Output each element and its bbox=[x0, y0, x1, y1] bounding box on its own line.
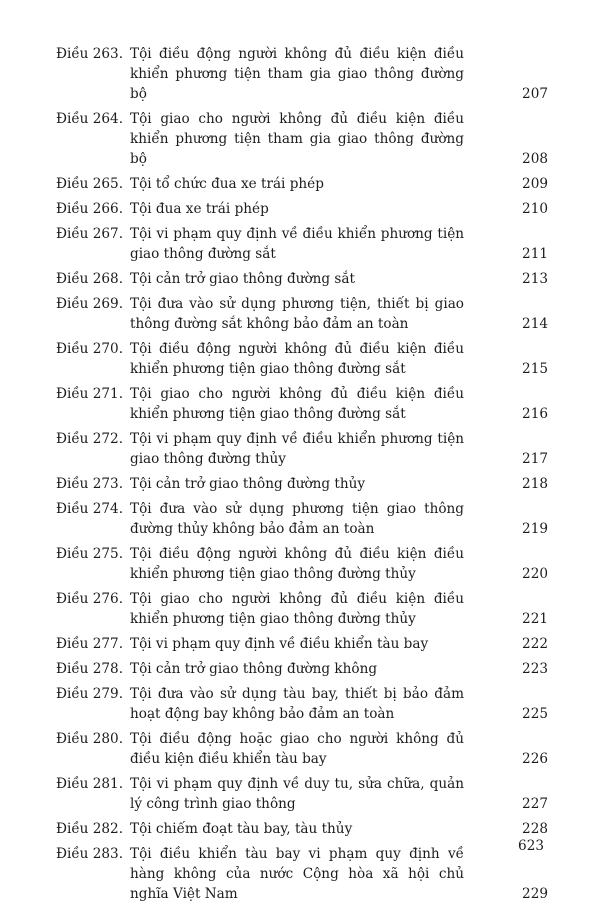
toc-entry bbox=[56, 589, 548, 629]
toc-article-title: Tội vi phạm quy định về điều khiển phương tiện giao thông đường thủy bbox=[130, 431, 464, 467]
toc-page-number: 227 bbox=[522, 796, 548, 812]
toc-entry bbox=[56, 44, 548, 104]
toc-page-number: 216 bbox=[522, 406, 548, 422]
toc-article-title: Tội điều động người không đủ điều kiện điều khiển phương tiện tham gia giao thông đường bộ bbox=[130, 46, 464, 102]
toc-entry bbox=[56, 634, 548, 654]
toc-entry bbox=[56, 384, 548, 424]
toc-article-title: Tội đưa vào sử dụng phương tiện giao thông đường thủy không bảo đảm an toàn bbox=[130, 501, 464, 537]
toc-page-number: 221 bbox=[522, 611, 548, 627]
toc-page-number: 210 bbox=[522, 201, 548, 217]
toc-entry bbox=[56, 844, 548, 904]
toc-article-title: Tội cản trở giao thông đường sắt bbox=[130, 271, 355, 287]
toc-article-number: Điều 272. bbox=[56, 431, 124, 447]
toc-page-number: 229 bbox=[522, 886, 548, 902]
toc-page-number: 225 bbox=[522, 706, 548, 722]
toc-page-number: 219 bbox=[522, 521, 548, 537]
toc-article-number: Điều 278. bbox=[56, 661, 124, 677]
toc-page-number: 214 bbox=[522, 316, 548, 332]
toc-entry bbox=[56, 544, 548, 584]
toc-entry bbox=[56, 429, 548, 469]
toc-article-number: Điều 276. bbox=[56, 591, 124, 607]
toc-article-number: Điều 274. bbox=[56, 501, 124, 517]
toc-article-number: Điều 282. bbox=[56, 821, 124, 837]
toc-article-number: Điều 281. bbox=[56, 776, 124, 792]
toc-article-title: Tội chiếm đoạt tàu bay, tàu thủy bbox=[130, 821, 353, 837]
toc-article-number: Điều 273. bbox=[56, 476, 124, 492]
table-of-contents bbox=[56, 44, 548, 909]
toc-page-number: 226 bbox=[522, 751, 548, 767]
toc-entry bbox=[56, 774, 548, 814]
toc-article-number: Điều 264. bbox=[56, 111, 124, 127]
toc-article-title: Tội giao cho người không đủ điều kiện điều khiển phương tiện giao thông đường sắt bbox=[130, 386, 464, 422]
toc-entry bbox=[56, 109, 548, 169]
toc-page-number: 209 bbox=[522, 176, 548, 192]
toc-entry bbox=[56, 224, 548, 264]
toc-article-title: Tội đưa vào sử dụng tàu bay, thiết bị bảo đảm hoạt động bay không bảo đảm an toàn bbox=[130, 686, 464, 722]
toc-article-number: Điều 283. bbox=[56, 846, 124, 862]
toc-article-title: Tội giao cho người không đủ điều kiện điều khiển phương tiện tham gia giao thông đường bộ bbox=[130, 111, 464, 167]
toc-page-number: 215 bbox=[522, 361, 548, 377]
toc-entry bbox=[56, 659, 548, 679]
toc-article-title: Tội đua xe trái phép bbox=[130, 201, 269, 217]
toc-article-title: Tội cản trở giao thông đường thủy bbox=[130, 476, 366, 492]
toc-article-number: Điều 268. bbox=[56, 271, 124, 287]
toc-entry bbox=[56, 339, 548, 379]
toc-page-number: 207 bbox=[522, 86, 548, 102]
toc-entry bbox=[56, 729, 548, 769]
toc-article-title: Tội vi phạm quy định về điều khiển tàu bay bbox=[130, 636, 429, 652]
toc-article-number: Điều 263. bbox=[56, 46, 124, 62]
toc-page-number: 218 bbox=[522, 476, 548, 492]
toc-article-title: Tội điều động người không đủ điều kiện điều khiển phương tiện giao thông đường sắt bbox=[130, 341, 464, 377]
toc-article-title: Tội điều động hoặc giao cho người không đủ điều kiện điều khiển tàu bay bbox=[130, 731, 464, 767]
toc-entry bbox=[56, 294, 548, 334]
toc-page-number: 213 bbox=[522, 271, 548, 287]
toc-article-title: Tội điều khiển tàu bay vi phạm quy định về hàng không của nước Cộng hòa xã hội chủ nghĩa Việt Nam bbox=[130, 846, 464, 902]
toc-article-number: Điều 267. bbox=[56, 226, 124, 242]
toc-entry bbox=[56, 174, 548, 194]
toc-article-number: Điều 265. bbox=[56, 176, 124, 192]
toc-article-number: Điều 270. bbox=[56, 341, 124, 357]
toc-page-number: 220 bbox=[522, 566, 548, 582]
toc-entry bbox=[56, 499, 548, 539]
toc-article-number: Điều 277. bbox=[56, 636, 124, 652]
toc-article-title: Tội tổ chức đua xe trái phép bbox=[130, 176, 324, 192]
page-folio-number: 623 bbox=[518, 838, 544, 854]
toc-page-number: 217 bbox=[522, 451, 548, 467]
toc-article-number: Điều 266. bbox=[56, 201, 124, 217]
toc-article-number: Điều 280. bbox=[56, 731, 124, 747]
toc-article-title: Tội vi phạm quy định về điều khiển phương tiện giao thông đường sắt bbox=[130, 226, 464, 262]
toc-page-number: 222 bbox=[522, 636, 548, 652]
toc-article-number: Điều 271. bbox=[56, 386, 124, 402]
toc-page-number: 211 bbox=[522, 246, 548, 262]
toc-article-number: Điều 275. bbox=[56, 546, 124, 562]
toc-page-number: 223 bbox=[522, 661, 548, 677]
toc-article-title: Tội đưa vào sử dụng phương tiện, thiết bị giao thông đường sắt không bảo đảm an toàn bbox=[130, 296, 464, 332]
toc-entry bbox=[56, 819, 548, 839]
toc-page-number: 228 bbox=[522, 821, 548, 837]
toc-entry bbox=[56, 199, 548, 219]
toc-article-title: Tội vi phạm quy định về duy tu, sửa chữa, quản lý công trình giao thông bbox=[130, 776, 464, 812]
toc-entry bbox=[56, 684, 548, 724]
toc-article-number: Điều 269. bbox=[56, 296, 124, 312]
toc-entry bbox=[56, 474, 548, 494]
toc-article-number: Điều 279. bbox=[56, 686, 124, 702]
toc-entry bbox=[56, 269, 548, 289]
toc-article-title: Tội cản trở giao thông đường không bbox=[130, 661, 378, 677]
toc-page-number: 208 bbox=[522, 151, 548, 167]
toc-article-title: Tội điều động người không đủ điều kiện điều khiển phương tiện giao thông đường thủy bbox=[130, 546, 464, 582]
toc-article-title: Tội giao cho người không đủ điều kiện điều khiển phương tiện giao thông đường thủy bbox=[130, 591, 464, 627]
